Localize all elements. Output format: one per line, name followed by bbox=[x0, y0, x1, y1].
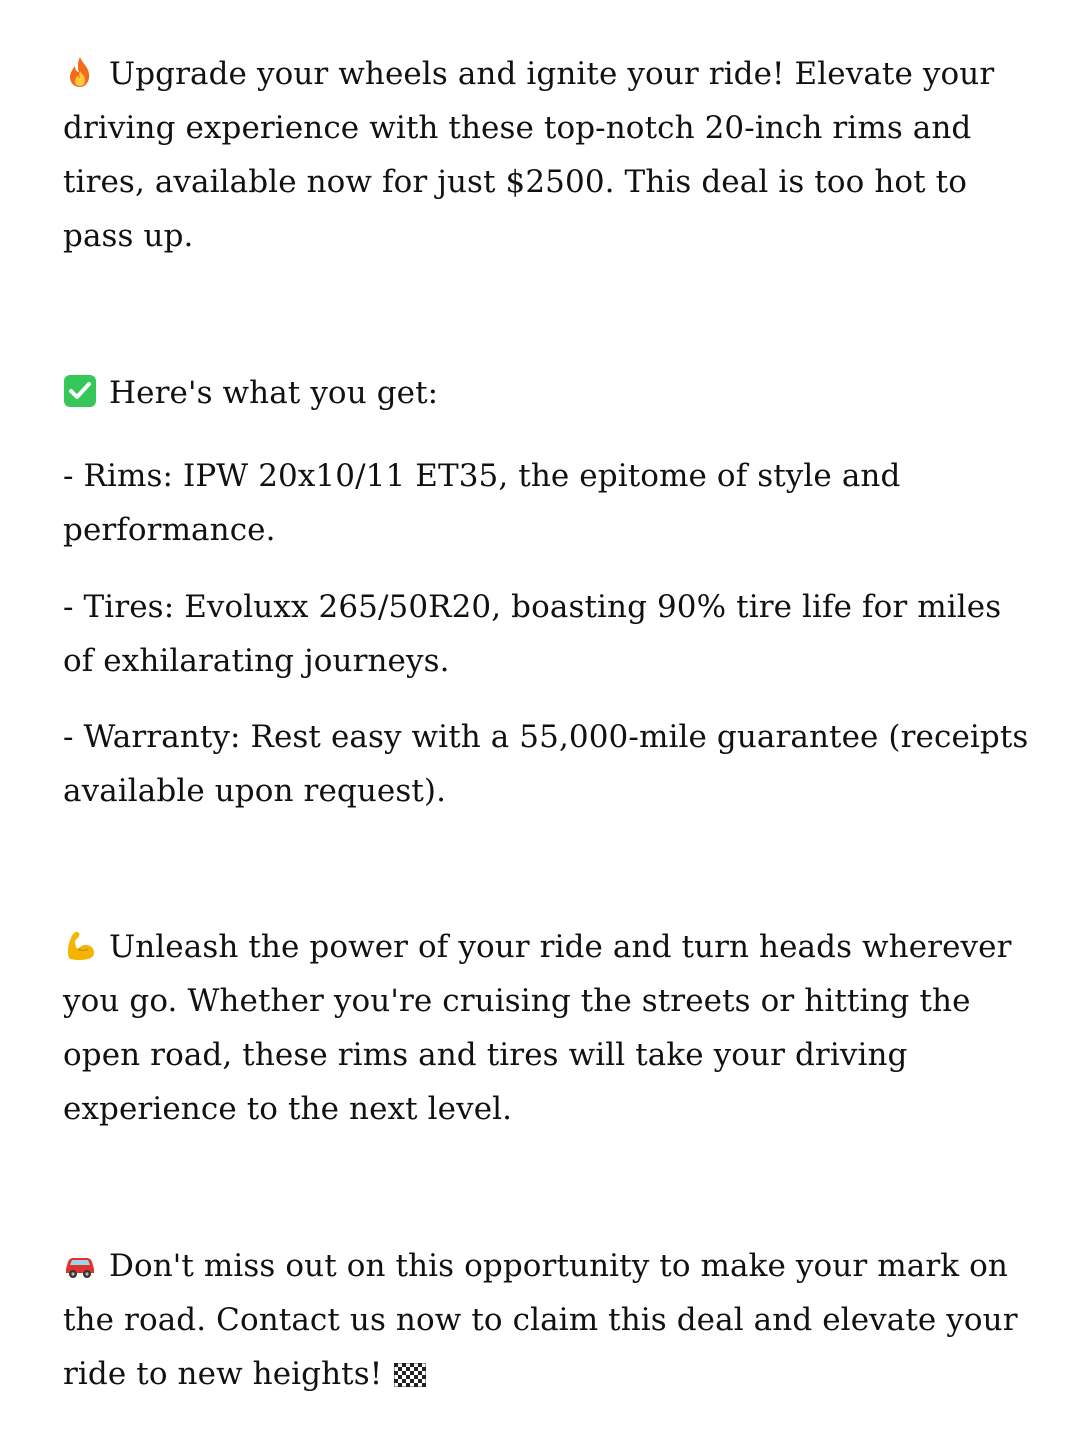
power-paragraph bbox=[63, 920, 1033, 1136]
power-text: Unleash the power of your ride and turn heads wherever you go. Whether you're cruising the streets or hitting the open road, these rims and tires will take your driving experience to the next level. bbox=[63, 929, 1012, 1127]
included-heading bbox=[63, 366, 1033, 420]
check-mark-icon bbox=[63, 374, 97, 408]
included-heading-text: Here's what you get: bbox=[109, 375, 439, 411]
closing-paragraph bbox=[63, 1239, 1033, 1401]
included-item-tires: - Tires: Evoluxx 265/50R20, boasting 90% tire life for miles of exhilarating journeys. bbox=[63, 589, 1002, 679]
red-car-icon bbox=[63, 1247, 97, 1281]
fire-icon bbox=[63, 55, 97, 89]
checkered-flag-icon bbox=[394, 1363, 426, 1387]
intro-text: Upgrade your wheels and ignite your ride! Elevate your driving experience with these top-notch 20-inch rims and tires, available now for just $2500. This deal is too hot to pass up. bbox=[63, 56, 995, 254]
included-item-warranty: - Warranty: Rest easy with a 55,000-mile guarantee (receipts available upon request). bbox=[63, 719, 1029, 809]
closing-text: Don't miss out on this opportunity to make your mark on the road. Contact us now to claim this deal and elevate your ride to new heights! bbox=[63, 1248, 1018, 1392]
intro-paragraph bbox=[63, 47, 1033, 263]
included-item-rims: - Rims: IPW 20x10/11 ET35, the epitome of style and performance. bbox=[63, 458, 901, 548]
flexed-bicep-icon bbox=[63, 928, 97, 962]
